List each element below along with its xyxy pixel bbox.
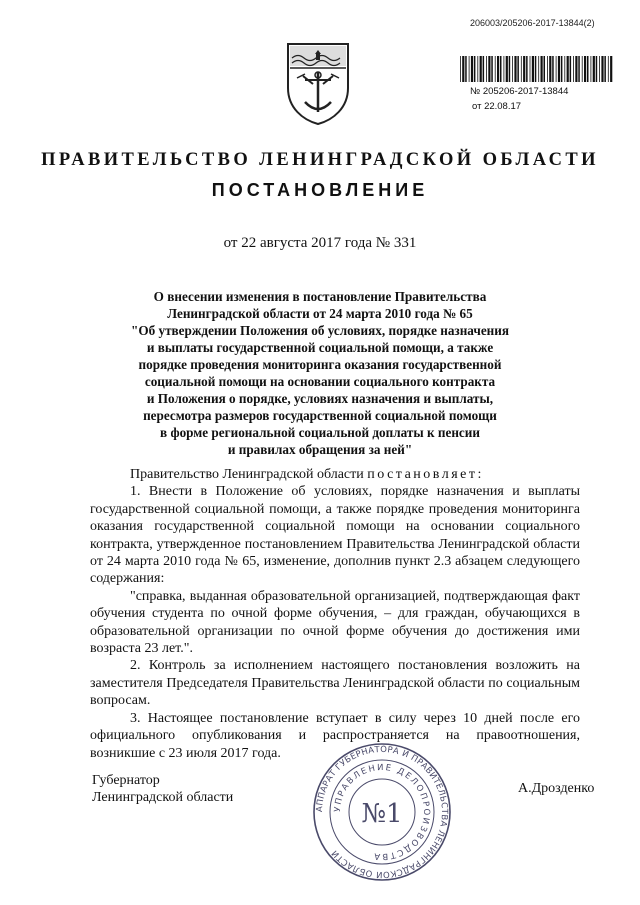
registration-number: № 205206-2017-13844 xyxy=(470,86,569,97)
subject-line: и правилах обращения за ней" xyxy=(227,442,413,457)
document-reference: 206003/205206-2017-13844(2) xyxy=(470,18,595,28)
document-type: ПОСТАНОВЛЕНИЕ xyxy=(211,180,429,200)
subject-line: Ленинградской области от 24 марта 2010 года № 65 xyxy=(167,306,473,321)
coat-of-arms-icon xyxy=(283,40,353,126)
subject-line: в форме региональной социальной доплаты к пенсии xyxy=(160,425,480,440)
position-line: Ленинградской области xyxy=(92,790,234,805)
stamp-inner-text: УПРАВЛЕНИЕ ДЕЛОПРОИЗВОДСТВА xyxy=(332,762,432,862)
preamble xyxy=(90,466,580,483)
government-title: ПРАВИТЕЛЬСТВО ЛЕНИНГРАДСКОЙ ОБЛАСТИ xyxy=(41,150,599,170)
quoted-addition: "справка, выданная образовательной организацией, подтверждающая факт обучения студента по очной форме обучения, – для граждан, обучающихся в образовательной организации по очной форме обучения до достижения ими возраста 23 лет.". xyxy=(90,588,580,657)
subject-line: "Об утверждении Положения об условиях, порядке назначения xyxy=(131,323,509,338)
registration-date: от 22.08.17 xyxy=(472,101,522,112)
stamp-number: №1 xyxy=(361,799,403,829)
subject-line: социальной помощи на основании социального контракта xyxy=(144,374,496,389)
paragraph-3: 3. Настоящее постановление вступает в силу через 10 дней после его официального опубликования и распространяется на правоотношения, возникшие с 23 июля 2017 года. xyxy=(90,710,580,761)
preamble-verb: постановляет: xyxy=(367,467,484,482)
position-line: Губернатор xyxy=(92,773,160,788)
signatory-position xyxy=(92,772,233,806)
signatory-name: А.Дрозденко xyxy=(518,781,595,796)
subject-line: и выплаты государственной социальной помощи, а также xyxy=(146,340,494,355)
paragraph-2: 2. Контроль за исполнением настоящего постановления возложить на заместителя Председателя Правительства Ленинградской области по социальным вопросам. xyxy=(90,658,580,709)
preamble-text: Правительство Ленинградской области xyxy=(130,467,368,482)
subject-line: порядке проведения мониторинга оказания государственной xyxy=(138,357,502,372)
document-subject xyxy=(100,288,540,458)
subject-line: О внесении изменения в постановление Правительства xyxy=(153,289,487,304)
official-stamp-icon xyxy=(312,742,452,882)
paragraph-1: 1. Внести в Положение об условиях, порядке назначения и выплаты государственной социальной помощи, а также порядке проведения мониторинга оказания государственной социальной помощи на основании социального контракта, утвержденное постановлением Правительства Ленинградской области от 24 марта 2010 года № 65, изменение, дополнив пункт 2.3 абзацем следующего содержания: xyxy=(90,484,580,587)
document-date-number: от 22 августа 2017 года № 331 xyxy=(223,235,417,251)
subject-line: и Положения о порядке, условиях назначения и выплаты, xyxy=(146,391,494,406)
stamp-outer-text: АППАРАТ ГУБЕРНАТОРА И ПРАВИТЕЛЬСТВА ЛЕНИНГРАДСКОЙ ОБЛАСТИ xyxy=(314,744,450,880)
document-body xyxy=(90,466,580,762)
subject-line: пересмотра размеров государственной социальной помощи xyxy=(143,408,497,423)
barcode-icon xyxy=(459,56,615,82)
